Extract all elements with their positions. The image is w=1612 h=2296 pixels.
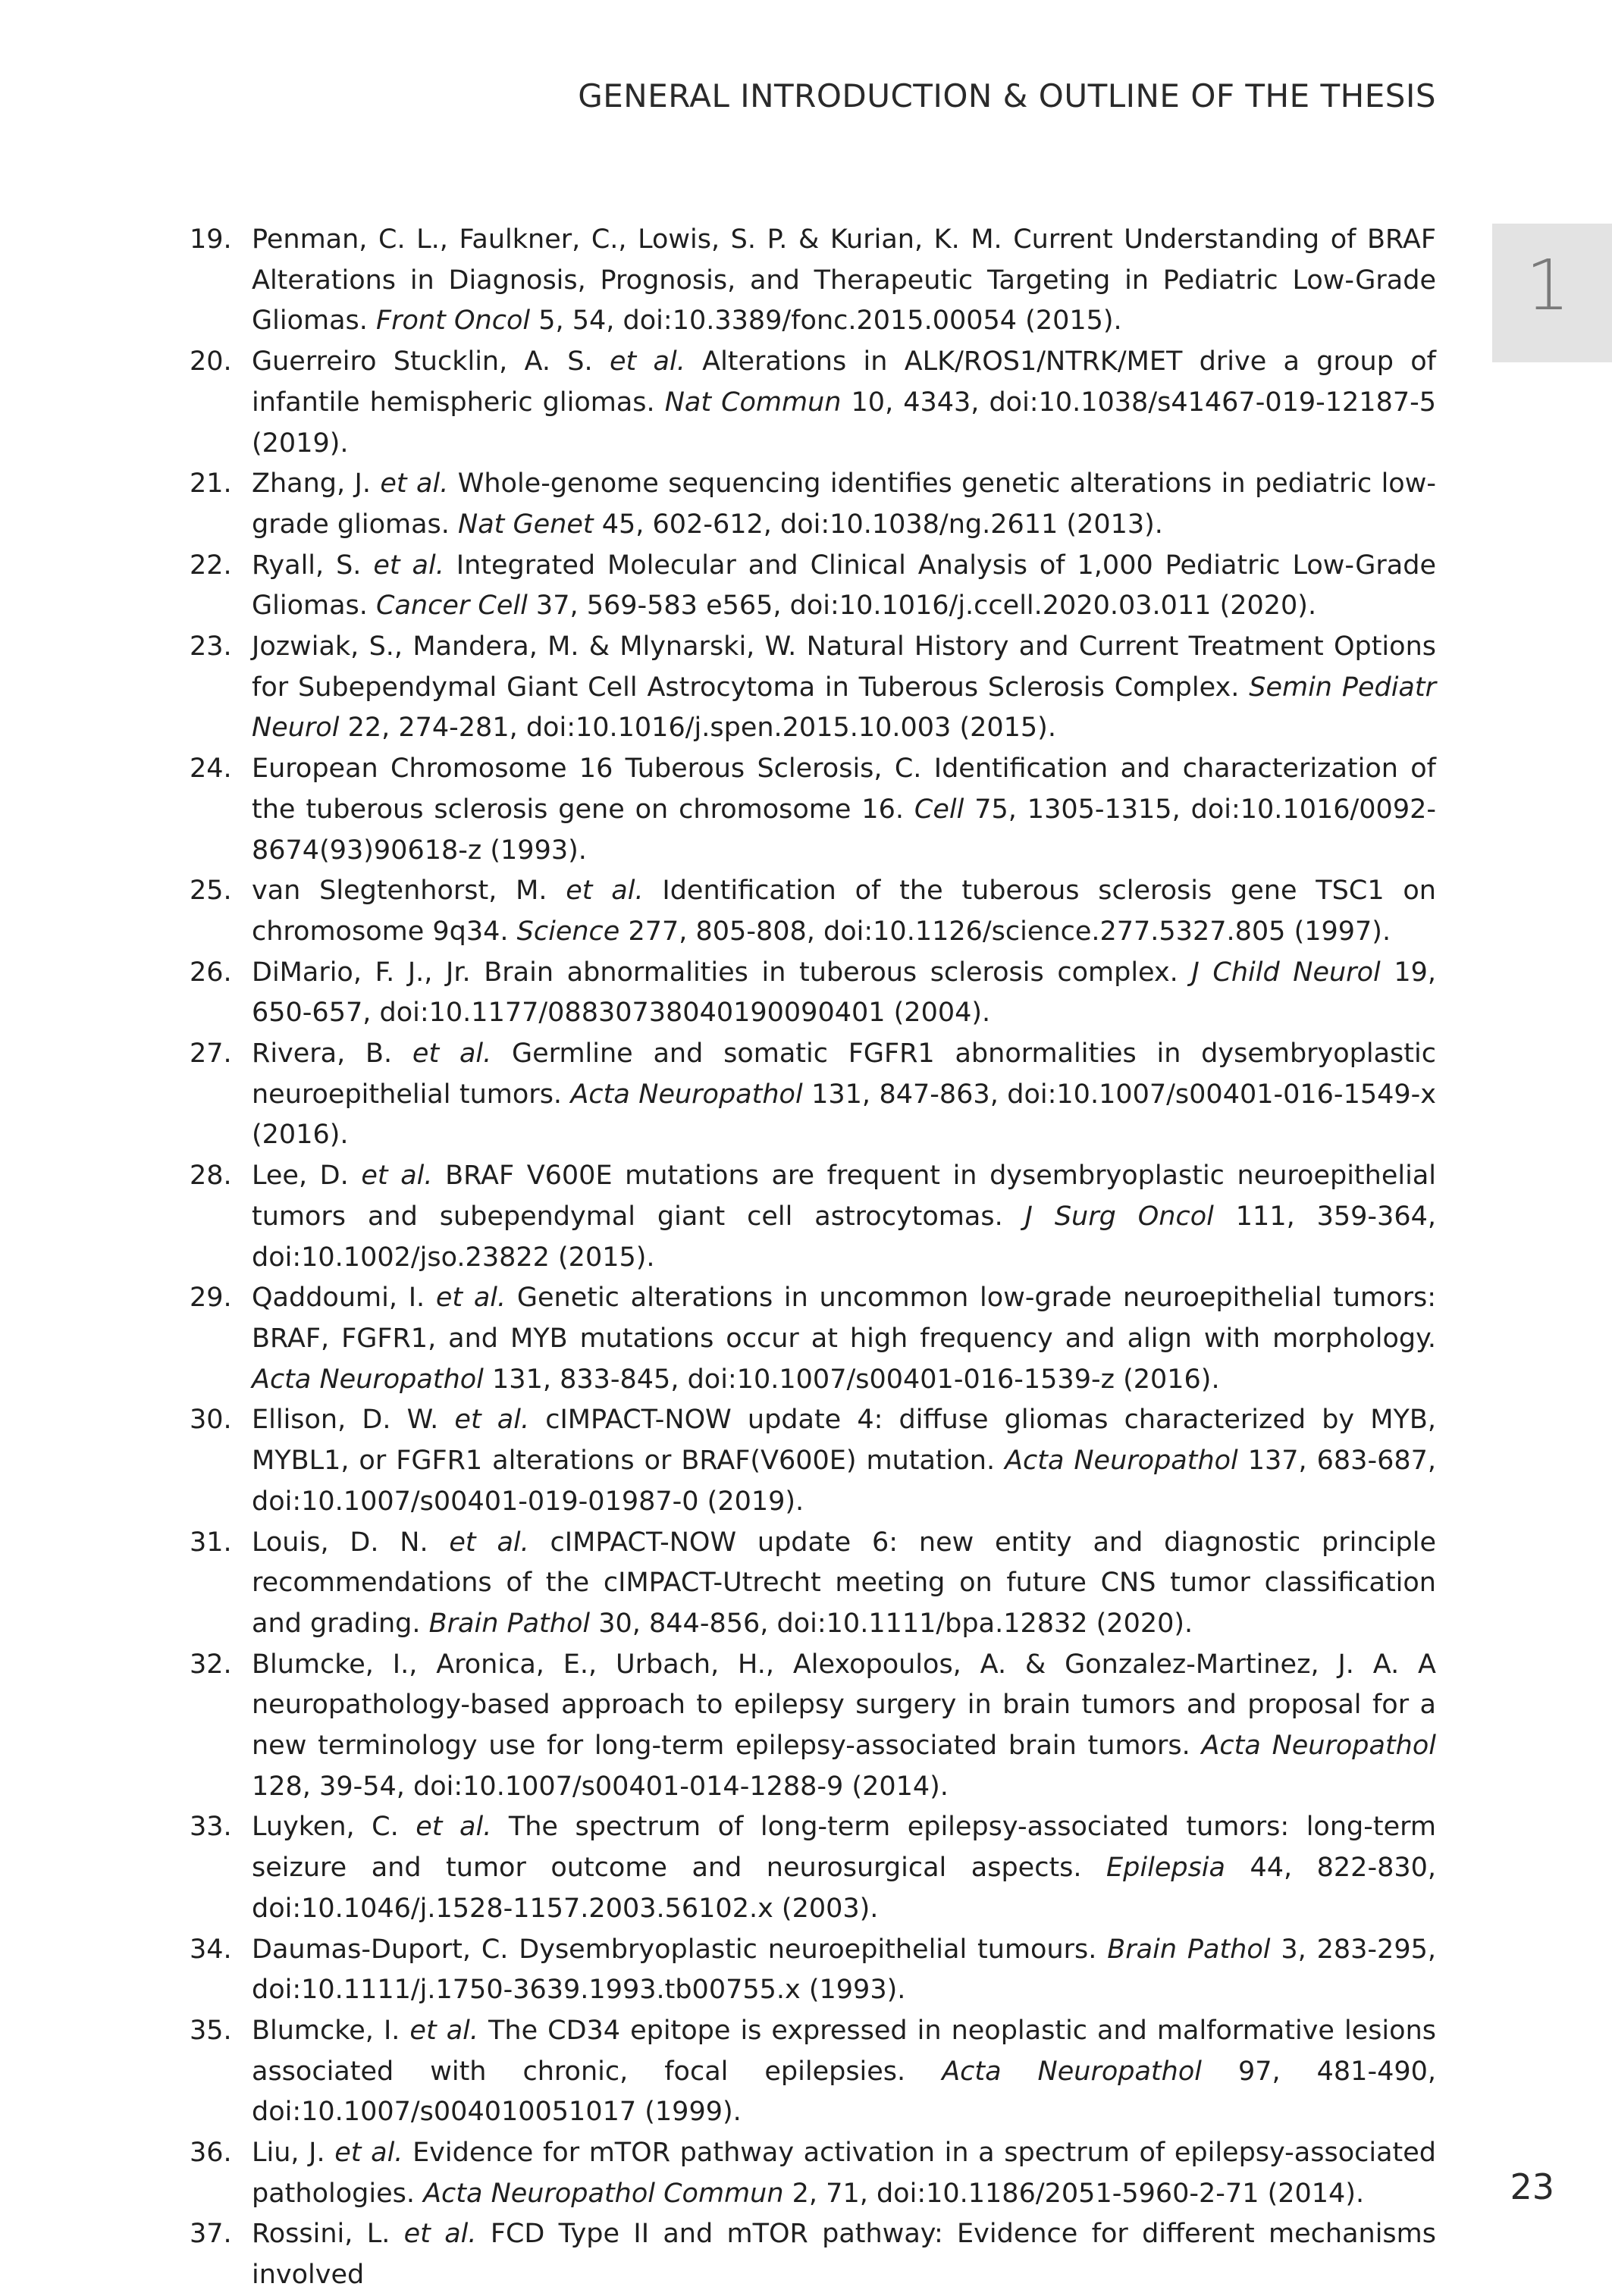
reference-text: Ryall, S.	[252, 550, 374, 581]
reference-text: FCD Type II and mTOR pathway: Evidence for different mechanisms involved	[252, 2219, 1436, 2291]
reference-text: Blumcke, I., Aronica, E., Urbach, H., Alexopoulos, A. & Gonzalez-Martinez, J. A. A neuropathology-based approach to epilepsy surgery in brain tumors and proposal for a new terminology use for long-term epilepsy-associated brain tumors.	[252, 1649, 1436, 1762]
running-header: GENERAL INTRODUCTION & OUTLINE OF THE THESIS	[578, 77, 1436, 114]
reference-item	[190, 2133, 1436, 2214]
reference-journal: Brain Pathol	[1107, 1934, 1271, 1965]
reference-text: 22, 274-281, doi:10.1016/j.spen.2015.10.003 (2015).	[339, 713, 1056, 744]
reference-number: 27.	[190, 1038, 232, 1070]
reference-etal: et al.	[449, 1527, 529, 1558]
reference-item	[190, 953, 1436, 1034]
reference-etal: et al.	[380, 468, 449, 500]
reference-journal: Semin Pediatr Neurol	[252, 672, 1436, 744]
reference-text: Genetic alterations in uncommon low-grade neuroepithelial tumors: BRAF, FGFR1, and MYB mutations occur at high frequency and align with morphology.	[252, 1283, 1436, 1354]
reference-number: 31.	[190, 1527, 232, 1558]
reference-item	[190, 1400, 1436, 1522]
reference-item	[190, 1034, 1436, 1156]
reference-text: Whole-genome sequencing identifies genetic alterations in pediatric low-grade gliomas.	[252, 468, 1436, 540]
reference-item	[190, 1278, 1436, 1400]
reference-text: The spectrum of long-term epilepsy-associated tumors: long-term seizure and tumor outcome and neurosurgical aspects.	[252, 1812, 1436, 1884]
reference-text: 45, 602-612, doi:10.1038/ng.2611 (2013).	[593, 509, 1163, 540]
reference-list	[190, 220, 1436, 2296]
reference-text: European Chromosome 16 Tuberous Sclerosis, C. Identification and characterization of the tuberous sclerosis gene on chromosome 16.	[252, 753, 1436, 825]
reference-journal: Acta Neuropathol	[942, 2056, 1202, 2087]
reference-text: Liu, J.	[252, 2138, 335, 2169]
reference-text: Integrated Molecular and Clinical Analysis of 1,000 Pediatric Low-Grade Gliomas.	[252, 550, 1437, 622]
reference-number: 33.	[190, 1812, 232, 1843]
reference-text: 111, 359-364, doi:10.1002/jso.23822 (2015).	[252, 1201, 1436, 1273]
reference-number: 28.	[190, 1161, 232, 1192]
reference-text: 97, 481-490, doi:10.1007/s004010051017 (1999).	[252, 2056, 1436, 2128]
reference-etal: et al.	[403, 2219, 477, 2250]
reference-journal: J Child Neurol	[1191, 957, 1381, 988]
reference-journal: Acta Neuropathol	[252, 1364, 484, 1395]
reference-number: 19.	[190, 224, 232, 255]
reference-text: Rivera, B.	[252, 1038, 412, 1070]
reference-text: Ellison, D. W.	[252, 1405, 455, 1436]
reference-item	[190, 2214, 1436, 2295]
reference-journal: Cancer Cell	[376, 590, 528, 622]
reference-item	[190, 1930, 1436, 2011]
reference-journal: Epilepsia	[1106, 1853, 1225, 1884]
reference-text: Daumas-Duport, C. Dysembryoplastic neuroepithelial tumours.	[252, 1934, 1108, 1965]
reference-etal: et al.	[454, 1405, 530, 1436]
reference-number: 37.	[190, 2219, 232, 2250]
reference-text: Alterations in ALK/ROS1/NTRK/MET drive a group of infantile hemispheric gliomas.	[252, 346, 1436, 418]
reference-text: BRAF V600E mutations are frequent in dysembryoplastic neuroepithelial tumors and subependymal giant cell astrocytomas.	[252, 1161, 1436, 1232]
reference-number: 20.	[190, 346, 232, 377]
reference-text: 30, 844-856, doi:10.1111/bpa.12832 (2020).	[590, 1608, 1193, 1639]
reference-journal: Brain Pathol	[428, 1608, 591, 1639]
reference-journal: Nat Genet	[458, 509, 594, 540]
reference-journal: Front Oncol	[376, 305, 531, 337]
reference-text: van Slegtenhorst, M.	[252, 875, 566, 907]
reference-number: 21.	[190, 468, 232, 500]
reference-etal: et al.	[566, 875, 644, 907]
reference-text: 44, 822-830, doi:10.1046/j.1528-1157.2003.56102.x (2003).	[252, 1853, 1437, 1924]
reference-number: 26.	[190, 957, 232, 988]
reference-item	[190, 220, 1436, 342]
reference-number: 34.	[190, 1934, 232, 1965]
reference-text: 75, 1305-1315, doi:10.1016/0092-8674(93)90618-z (1993).	[252, 794, 1436, 866]
reference-text: Guerreiro Stucklin, A. S.	[252, 346, 610, 377]
reference-text: Lee, D.	[252, 1161, 362, 1192]
reference-journal: Nat Commun	[664, 387, 842, 418]
reference-etal: et al.	[416, 1812, 492, 1843]
reference-journal: Acta Neuropathol	[1005, 1446, 1238, 1477]
reference-journal: Acta Neuropathol	[570, 1079, 803, 1110]
reference-number: 36.	[190, 2138, 232, 2169]
reference-text: 277, 805-808, doi:10.1126/science.277.5327.805 (1997).	[619, 916, 1391, 947]
page-number: 23	[1510, 2166, 1554, 2207]
reference-journal: Acta Neuropathol	[1201, 1731, 1436, 1762]
reference-journal: Acta Neuropathol Commun	[423, 2178, 784, 2209]
reference-text: Zhang, J.	[252, 468, 381, 500]
reference-text: DiMario, F. J., Jr. Brain abnormalities in tuberous sclerosis complex.	[252, 957, 1192, 988]
reference-text: Louis, D. N.	[252, 1527, 450, 1558]
reference-item	[190, 1523, 1436, 1645]
reference-text: Rossini, L.	[252, 2219, 404, 2250]
reference-text: Evidence for mTOR pathway activation in a spectrum of epilepsy-associated pathologies.	[252, 2138, 1436, 2209]
reference-text: 10, 4343, doi:10.1038/s41467-019-12187-5 (2019).	[252, 387, 1436, 459]
reference-item	[190, 2011, 1436, 2133]
reference-number: 30.	[190, 1405, 232, 1436]
reference-text: cIMPACT-NOW update 4: diffuse gliomas characterized by MYB, MYBL1, or FGFR1 alterations or BRAF(V600E) mutation.	[252, 1405, 1436, 1477]
reference-journal: Science	[516, 916, 620, 947]
reference-text: 19, 650-657, doi:10.1177/08830738040190090401 (2004).	[252, 957, 1436, 1029]
reference-number: 35.	[190, 2015, 232, 2046]
reference-item	[190, 1645, 1436, 1808]
reference-number: 25.	[190, 875, 232, 907]
reference-text: Germline and somatic FGFR1 abnormalities in dysembryoplastic neuroepithelial tumors.	[252, 1038, 1436, 1110]
reference-etal: et al.	[373, 550, 444, 581]
reference-text: cIMPACT-NOW update 6: new entity and diagnostic principle recommendations of the cIMPACT-Utrecht meeting on future CNS tumor classification and grading.	[252, 1527, 1436, 1639]
reference-item	[190, 1807, 1436, 1929]
reference-number: 22.	[190, 550, 232, 581]
reference-text: The CD34 epitope is expressed in neoplastic and malformative lesions associated with chronic, focal epilepsies.	[252, 2015, 1436, 2087]
reference-etal: et al.	[435, 1283, 506, 1314]
reference-journal: Cell	[914, 794, 964, 825]
reference-text: Identification of the tuberous sclerosis gene TSC1 on chromosome 9q34.	[252, 875, 1436, 947]
reference-etal: et al.	[412, 1038, 492, 1070]
reference-item	[190, 871, 1436, 952]
chapter-tab	[1492, 224, 1612, 362]
reference-number: 32.	[190, 1649, 232, 1680]
chapter-number: 1	[1526, 245, 1570, 326]
reference-item	[190, 342, 1436, 464]
reference-item	[190, 546, 1436, 627]
reference-journal: J Surg Oncol	[1024, 1201, 1214, 1232]
reference-etal: et al.	[609, 346, 685, 377]
reference-etal: et al.	[361, 1161, 433, 1192]
reference-item	[190, 464, 1436, 545]
reference-text: 131, 833-845, doi:10.1007/s00401-016-1539-z (2016).	[483, 1364, 1220, 1395]
reference-etal: et al.	[409, 2015, 478, 2046]
reference-item	[190, 749, 1436, 871]
reference-number: 23.	[190, 631, 232, 662]
reference-etal: et al.	[334, 2138, 403, 2169]
reference-text: Penman, C. L., Faulkner, C., Lowis, S. P. & Kurian, K. M. Current Understanding of BRAF Alterations in Diagnosis, Prognosis, and Therapeutic Targeting in Pediatric Low-Grade Gliomas.	[252, 224, 1436, 337]
reference-text: Blumcke, I.	[252, 2015, 410, 2046]
reference-number: 24.	[190, 753, 232, 785]
reference-item	[190, 1156, 1436, 1278]
reference-text: 37, 569-583 e565, doi:10.1016/j.ccell.2020.03.011 (2020).	[527, 590, 1317, 622]
reference-text: 137, 683-687, doi:10.1007/s00401-019-01987-0 (2019).	[252, 1446, 1436, 1517]
reference-text: 5, 54, doi:10.3389/fonc.2015.00054 (2015).	[530, 305, 1122, 337]
reference-number: 29.	[190, 1283, 232, 1314]
reference-text: 131, 847-863, doi:10.1007/s00401-016-1549-x (2016).	[252, 1079, 1436, 1151]
reference-text: 128, 39-54, doi:10.1007/s00401-014-1288-9 (2014).	[252, 1771, 949, 1802]
reference-text: Qaddoumi, I.	[252, 1283, 436, 1314]
reference-text: Jozwiak, S., Mandera, M. & Mlynarski, W. Natural History and Current Treatment Options for Subependymal Giant Cell Astrocytoma in Tuberous Sclerosis Complex.	[252, 631, 1436, 703]
reference-text: 3, 283-295, doi:10.1111/j.1750-3639.1993.tb00755.x (1993).	[252, 1934, 1436, 2006]
reference-item	[190, 627, 1436, 749]
reference-text: Luyken, C.	[252, 1812, 416, 1843]
reference-text: 2, 71, doi:10.1186/2051-5960-2-71 (2014).	[783, 2178, 1365, 2209]
